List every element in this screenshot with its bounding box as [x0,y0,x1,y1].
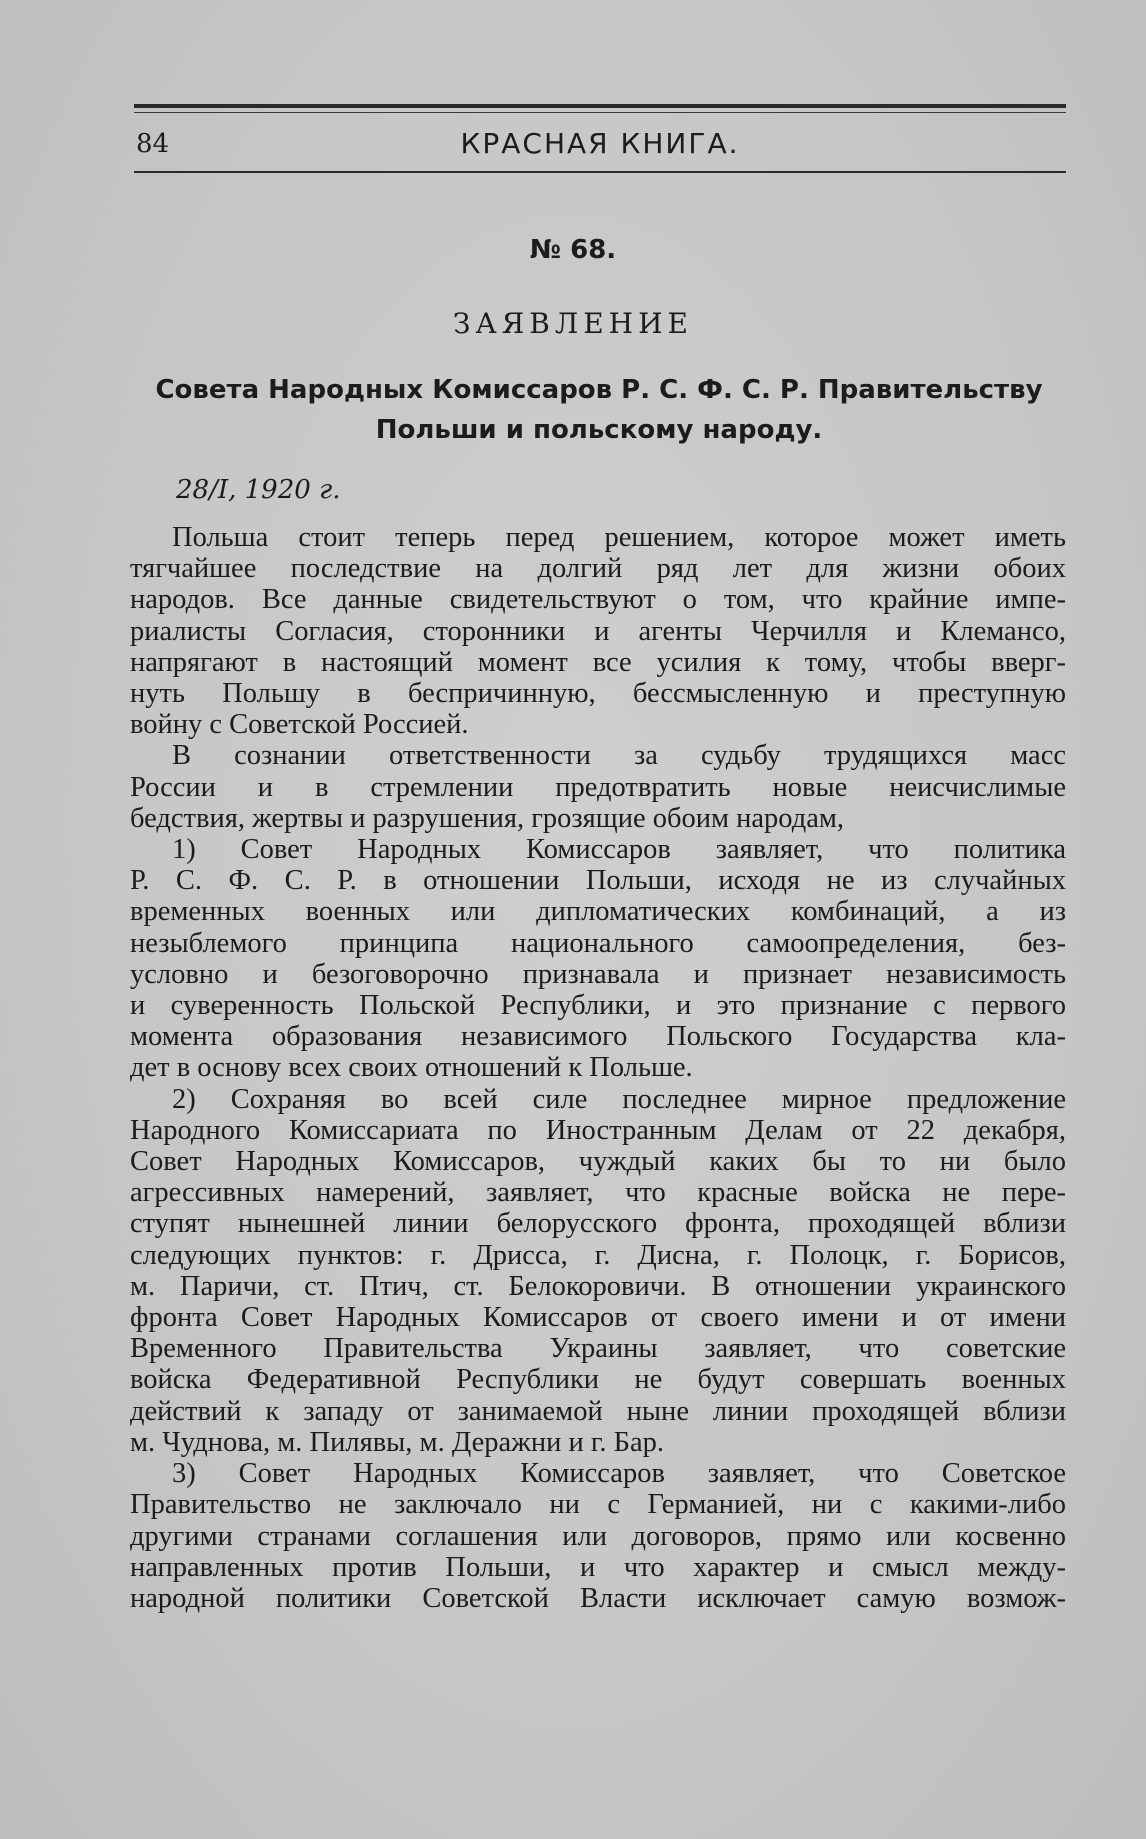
text-line: 2) Сохраняя во всей силе последнее мирное предложение [172,1083,1066,1115]
text-line: войну с Советской Россией. [130,709,469,741]
header-bottom-rule [134,171,1066,173]
text-line: Р. С. Ф. С. Р. в отношении Польши, исходя не из случайных [130,865,1066,897]
text-line: нуть Польшу в беспричинную, бессмысленную и преступную [130,678,1066,710]
text-line: м. Паричи, ст. Птич, ст. Белокоровичи. В отношении украинского [130,1270,1066,1302]
subtitle-line: Совета Народных Комиссаров Р. С. Ф. С. Р. Правительству [155,375,1043,405]
document-kind: ЗАЯВЛЕНИЕ [453,307,693,340]
document-subtitle [130,370,1068,450]
text-line: народов. Все данные свидетельствуют о том, что крайние импе- [130,584,1066,616]
paragraph [130,522,1066,740]
text-line: агрессивных намерений, заявляет, что красные войска не пере- [130,1177,1066,1209]
text-line: 1) Совет Народных Комиссаров заявляет, что политика [172,834,1066,866]
text-line: войска Федеративной Республики не будут совершать военных [130,1364,1066,1396]
text-line: и суверенность Польской Республики, и это признание с первого [130,990,1066,1022]
document-date: 28/I, 1920 г. [176,475,341,505]
page-number: 84 [136,129,170,159]
text-line: момента образования независимого Польского Государства кла- [130,1021,1066,1053]
text-line: дет в основу всех своих отношений к Польше. [130,1052,693,1084]
text-line: 3) Совет Народных Комиссаров заявляет, что Советское [172,1458,1066,1490]
paragraph [130,1084,1066,1458]
subtitle-line: Польши и польскому народу. [375,415,823,445]
text-line: следующих пунктов: г. Дрисса, г. Дисна, г. Полоцк, г. Борисов, [130,1239,1066,1271]
running-head [134,124,1066,164]
paragraph [130,834,1066,1084]
text-line: России и в стремлении предотвратить новые неисчислимые [130,771,1066,803]
paragraph [130,740,1066,834]
paragraph [130,1458,1066,1614]
text-line: народной политики Советской Власти исключает самую возмож- [130,1582,1066,1614]
text-line: м. Чуднова, м. Пилявы, м. Деражни и г. Бар. [130,1426,664,1458]
text-line: ступят нынешней линии белорусского фронта, проходящей вблизи [130,1208,1066,1240]
document-body [130,522,1066,1614]
header-top-rule [134,104,1066,108]
document-number: № 68. [529,235,617,265]
text-line: направленных против Польши, и что характер и смысл между- [130,1551,1066,1583]
header-top-rule-thin [134,112,1066,113]
text-line: Временного Правительства Украины заявляет, что советские [130,1333,1066,1365]
text-line: другими странами соглашения или договоров, прямо или косвенно [130,1520,1066,1552]
text-line: Народного Комиссариата по Иностранным Делам от 22 декабря, [130,1114,1066,1146]
text-line: риалисты Согласия, сторонники и агенты Черчилля и Клемансо, [130,615,1066,647]
text-line: Правительство не заключало ни с Германией, ни с какими-либо [130,1489,1066,1521]
running-title: КРАСНАЯ КНИГА. [460,127,740,160]
text-line: Совет Народных Комиссаров, чуждый каких бы то ни было [130,1146,1066,1178]
text-line: В сознании ответственности за судьбу трудящихся масс [172,740,1066,772]
text-line: действий к западу от занимаемой ныне линии проходящей вблизи [130,1395,1066,1427]
text-line: тягчайшее последствие на долгий ряд лет для жизни обоих [130,553,1066,585]
text-line: Польша стоит теперь перед решением, которое может иметь [172,522,1066,553]
text-line: незыблемого принципа национального самоопределения, без- [130,927,1066,959]
text-line: бедствия, жертвы и разрушения, грозящие обоим народам, [130,802,845,834]
text-line: фронта Совет Народных Комиссаров от своего имени и от имени [130,1302,1066,1334]
text-line: напрягают в настоящий момент все усилия к тому, чтобы вверг- [130,646,1066,678]
text-line: условно и безоговорочно признавала и признает независимость [130,958,1066,990]
text-line: временных военных или дипломатических комбинаций, а из [130,896,1066,928]
